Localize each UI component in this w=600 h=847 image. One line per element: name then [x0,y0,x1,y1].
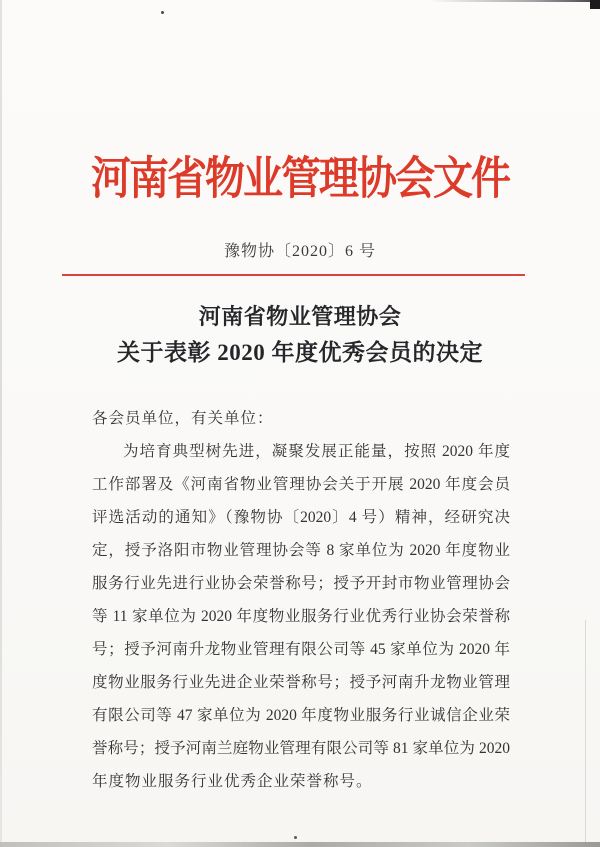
document-headline [0,300,600,372]
paragraph-line: 服务行业先进行业协会荣誉称号；授予开封市物业管理协会 [92,575,510,592]
document-number: 豫物协〔2020〕6 号 [223,243,376,260]
paragraph-line: 号；授予河南升龙物业管理有限公司等 45 家单位为 2020 年 [92,641,510,658]
scan-top-edge-shadow [430,0,600,2]
headline-line2: 关于表彰 2020 年度优秀会员的决定 [117,340,483,365]
paper-left-edge [0,0,2,847]
scan-corner-mark [590,0,600,9]
headline-line1: 河南省物业管理协会 [198,304,402,329]
red-divider-line [62,274,525,276]
paragraph-line: 为培育典型树先进，凝聚发展正能量，按照 2020 年度 [123,443,510,460]
paragraph-line: 度物业服务行业先进企业荣誉称号；授予河南升龙物业管理 [92,674,510,691]
letterhead-title: 河南省物业管理协会文件 [91,153,509,204]
paragraph-line: 誉称号；授予河南兰庭物业管理有限公司等 81 家单位为 2020 [92,740,510,757]
paragraph-line: 定，授予洛阳市物业管理协会等 8 家单位为 2020 年度物业 [92,542,510,559]
salutation-line: 各会员单位，有关单位： [92,410,274,427]
scan-bottom-band [0,842,600,847]
scan-speck [161,11,164,14]
paper-right-edge [585,620,586,843]
main-paragraph [92,435,510,798]
paragraph-line: 工作部署及《河南省物业管理协会关于开展 2020 年度会员 [92,476,510,493]
document-body [92,402,510,798]
scan-speck [294,836,297,839]
paragraph-line: 等 11 家单位为 2020 年度物业服务行业优秀行业协会荣誉称 [92,608,510,625]
paragraph-line: 评选活动的通知》（豫物协〔2020〕4 号）精神，经研究决 [92,509,510,526]
paragraph-line: 年度物业服务行业优秀企业荣誉称号。 [92,773,373,790]
paragraph-line: 有限公司等 47 家单位为 2020 年度物业服务行业诚信企业荣 [92,707,510,724]
